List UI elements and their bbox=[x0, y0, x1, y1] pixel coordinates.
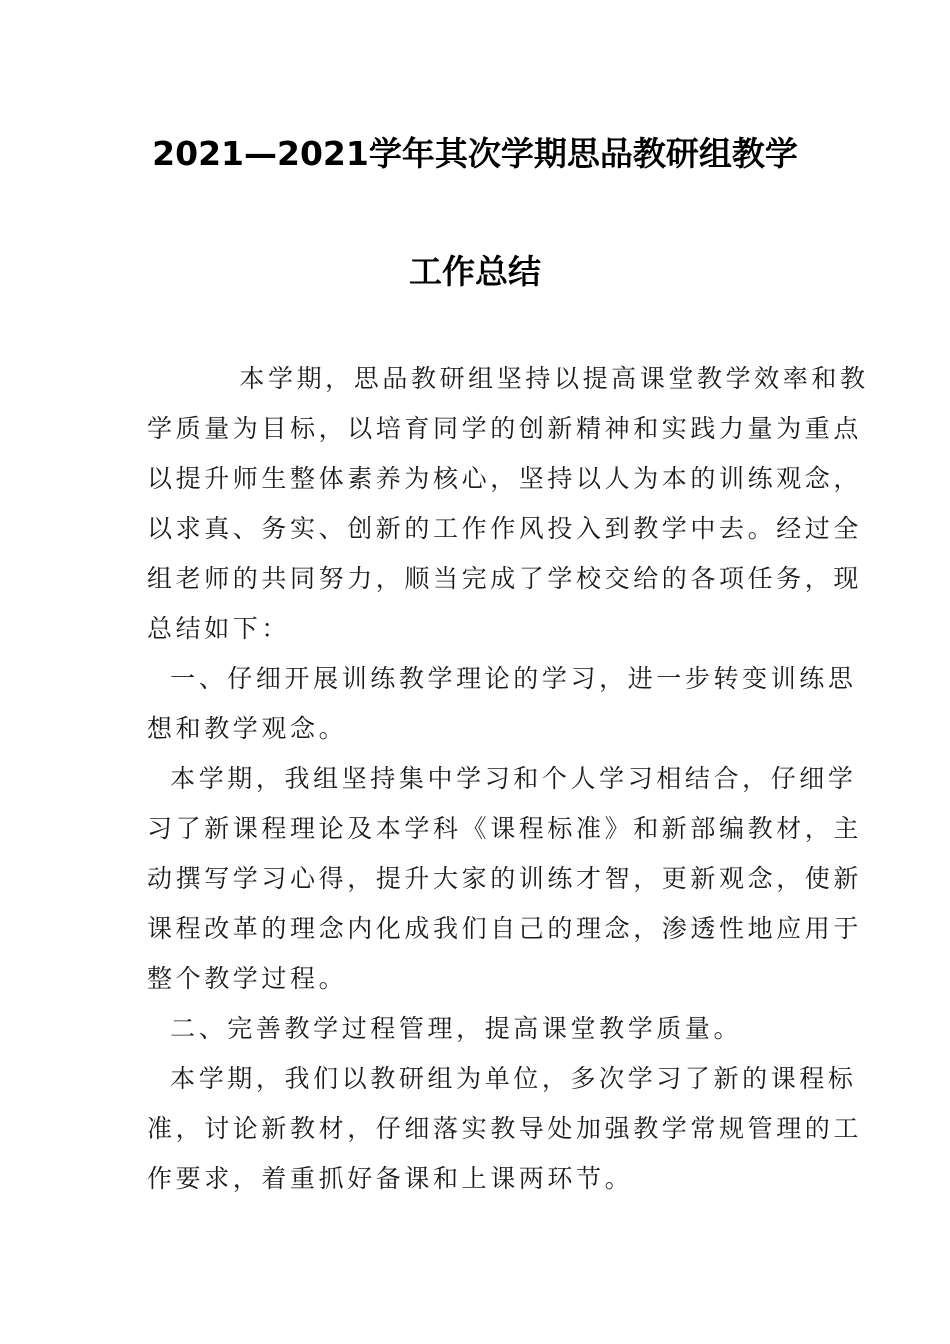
section-heading-line: 一、仔细开展训练教学理论的学习，进一步转变训练思 bbox=[147, 664, 857, 693]
paragraph-line: 整个教学过程。 bbox=[147, 964, 348, 993]
paragraph-line: 课程改革的理念内化成我们自己的理念，渗透性地应用于 bbox=[147, 914, 863, 943]
paragraph-line: 动撰写学习心得，提升大家的训练才智，更新观念，使新 bbox=[147, 864, 863, 893]
paragraph-line: 学质量为目标，以培育同学的创新精神和实践力量为重点 bbox=[147, 414, 863, 443]
paragraph-line: 本学期，思品教研组坚持以提高课堂教学效率和教 bbox=[147, 364, 869, 393]
section-heading-line: 想和教学观念。 bbox=[147, 714, 348, 743]
paragraph-line: 本学期，我组坚持集中学习和个人学习相结合，仔细学 bbox=[147, 764, 857, 793]
paragraph-line: 准，讨论新教材，仔细落实教导处加强教学常规管理的工 bbox=[147, 1114, 863, 1143]
paragraph-line: 习了新课程理论及本学科《课程标准》和新部编教材，主 bbox=[147, 814, 863, 843]
document-title-line-2: 工作总结 bbox=[409, 252, 541, 291]
paragraph-line: 本学期，我们以教研组为单位，多次学习了新的课程标 bbox=[147, 1064, 857, 1093]
paragraph-line: 总结如下： bbox=[147, 614, 291, 643]
paragraph-line: 以提升师生整体素养为核心，坚持以人为本的训练观念， bbox=[147, 464, 863, 493]
paragraph-line: 以求真、务实、创新的工作作风投入到教学中去。经过全 bbox=[147, 514, 863, 543]
document-title-line-1: 2021—2021学年其次学期思品教研组教学 bbox=[152, 134, 798, 173]
paragraph-line: 组老师的共同努力，顺当完成了学校交给的各项任务，现 bbox=[147, 564, 863, 593]
section-heading-line: 二、完善教学过程管理，提高课堂教学质量。 bbox=[147, 1014, 743, 1043]
paragraph-line: 作要求，着重抓好备课和上课两环节。 bbox=[147, 1164, 634, 1193]
